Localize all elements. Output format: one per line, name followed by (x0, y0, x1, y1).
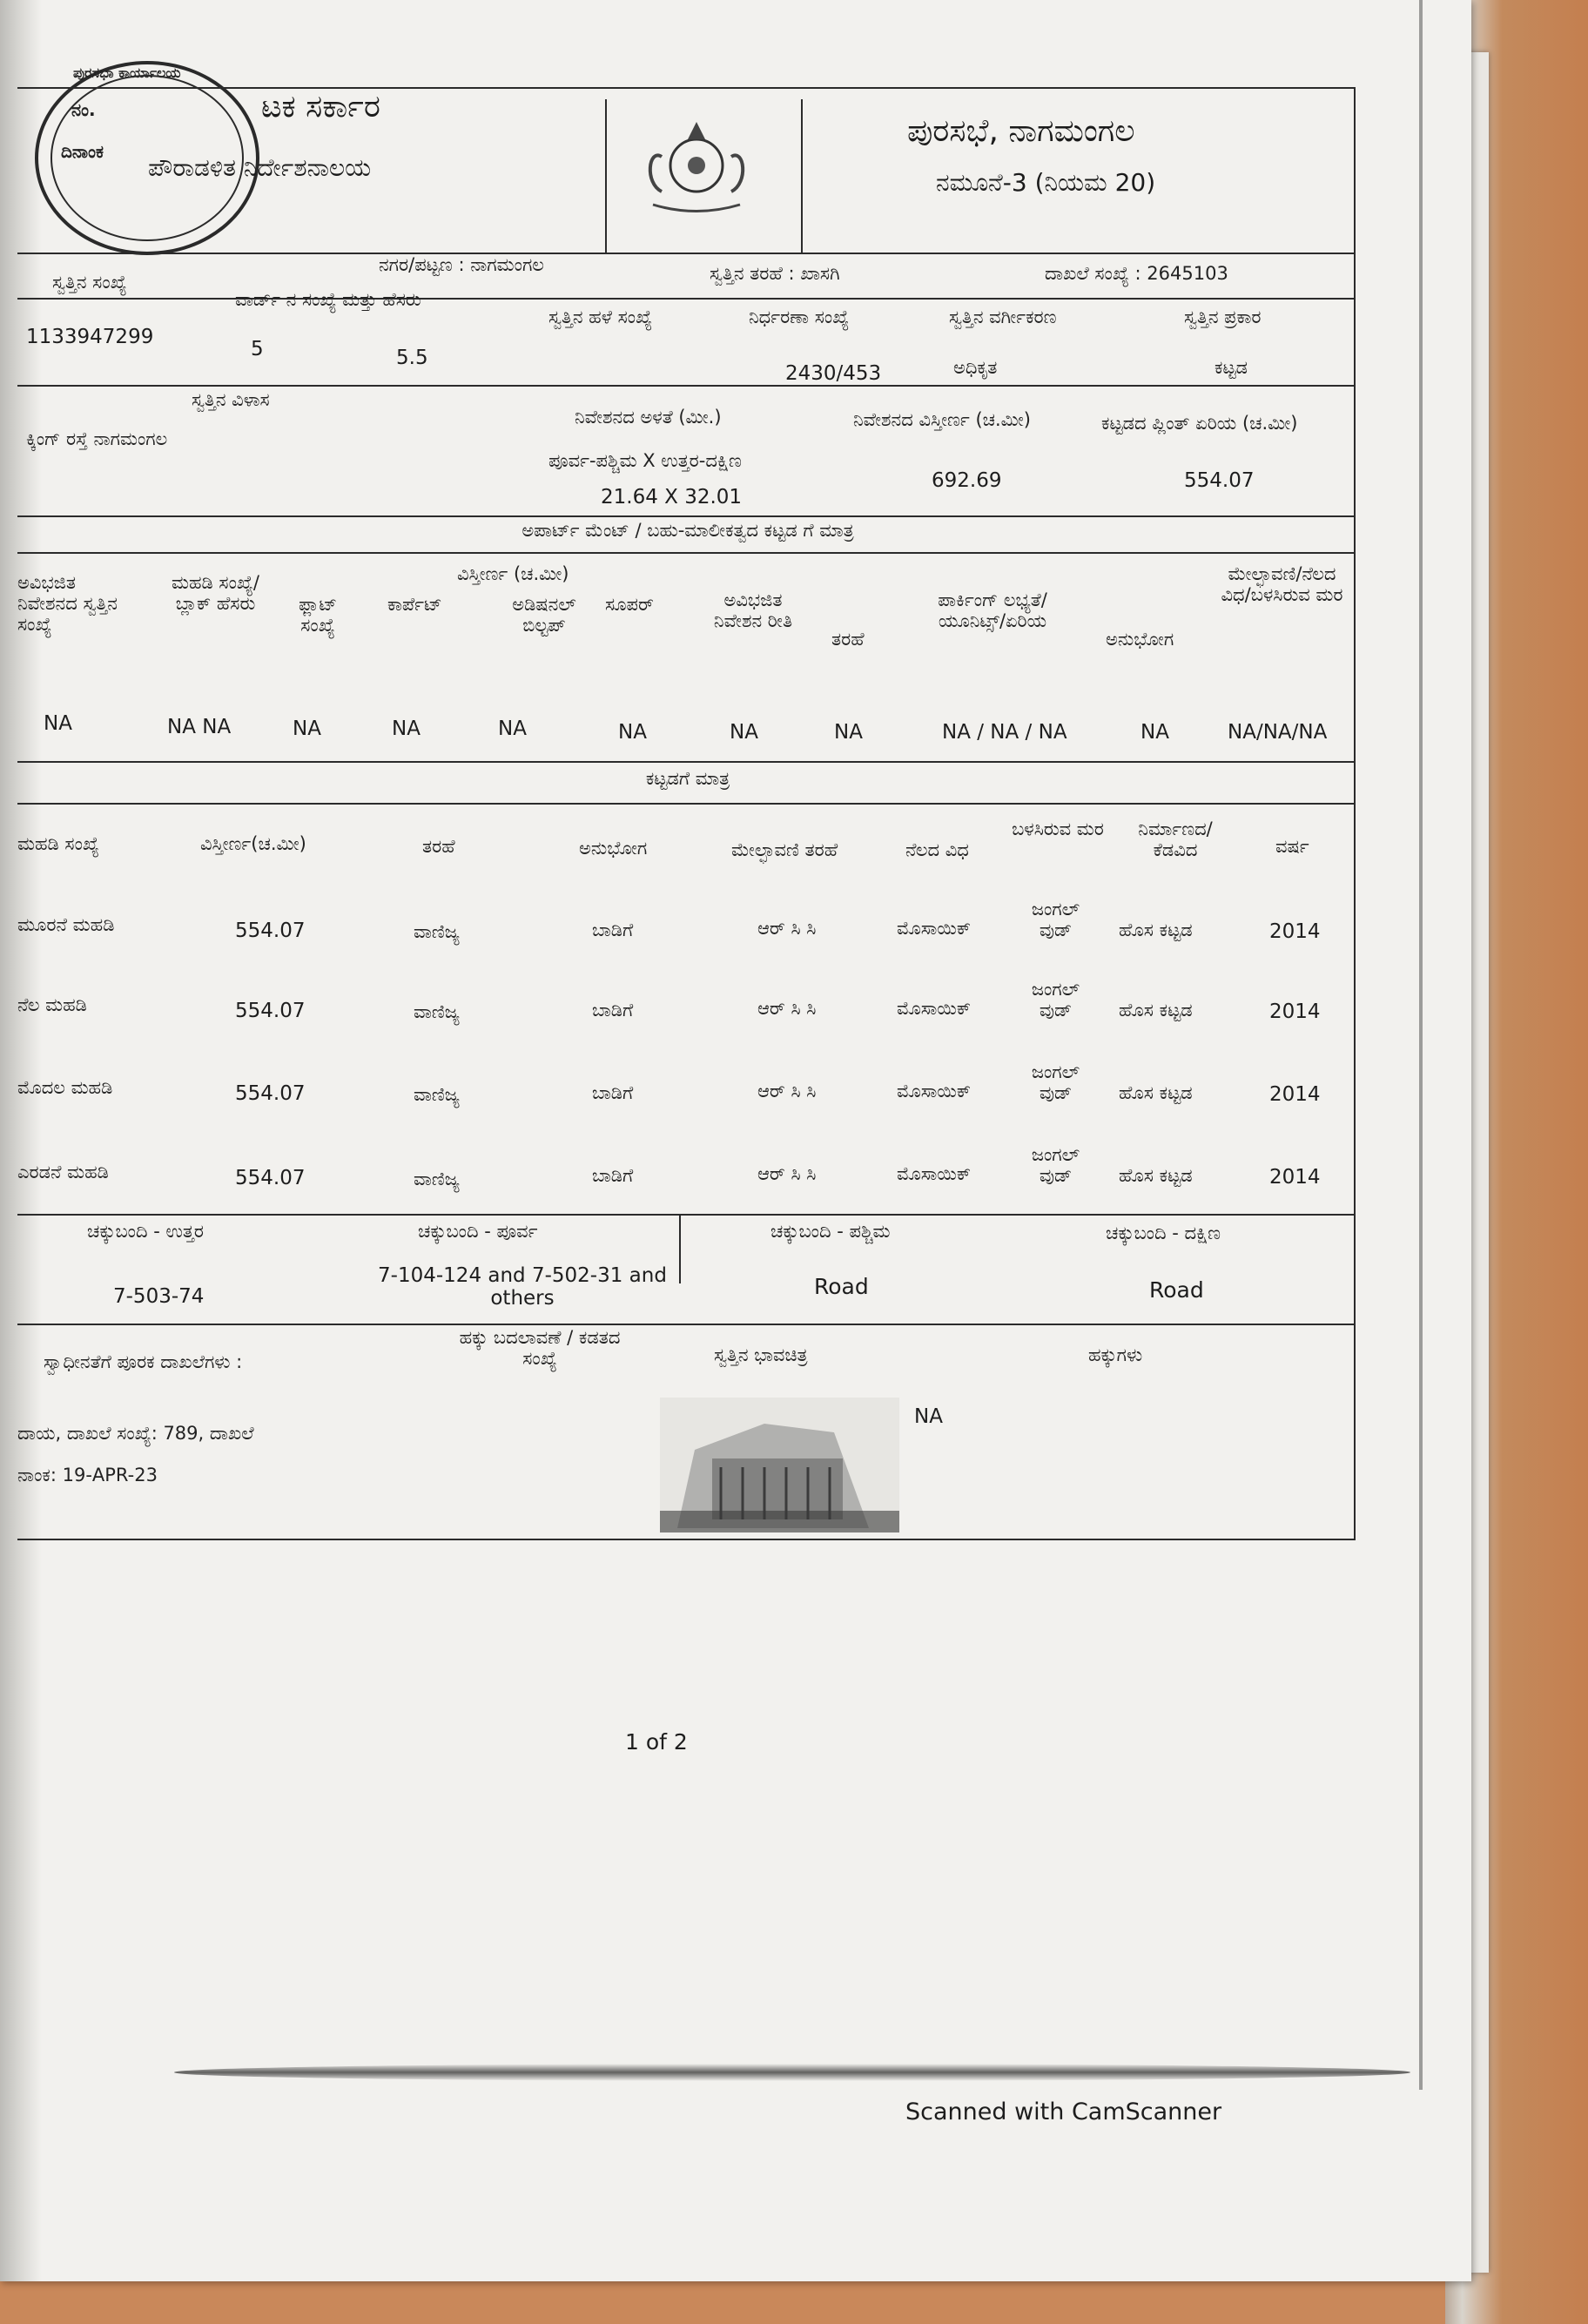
site-dimension-subheader: ಪೂರ್ವ-ಪಶ್ಚಿಮ X ಉತ್ತರ-ದಕ್ಷಿಣ (548, 450, 742, 471)
apartment-carpet-header: ಕಾರ್ಪೆಟ್ (387, 594, 442, 615)
north-boundary-value: 7-503-74 (113, 1285, 205, 1308)
property-kind-label: ಸ್ವತ್ತಿನ ತರಹೆ : ಖಾಸಗಿ (710, 263, 840, 284)
apartment-value-usage: NA (1141, 721, 1169, 744)
building-usage: ಬಾಡಿಗೆ (592, 919, 634, 940)
north-boundary-label: ಚಕ್ಕುಬಂದಿ - ಉತ್ತರ (87, 1221, 204, 1242)
site-area-value: 692.69 (932, 469, 1002, 492)
building-status: ಹೊಸ ಕಟ್ಟಡ (1119, 919, 1193, 940)
possession-docs-label: ಸ್ವಾಧೀನತೆಗೆ ಪೂರಕ ದಾಖಲೆಗಳು : (44, 1351, 243, 1372)
west-boundary-value: Road (814, 1274, 869, 1299)
building-flooring-header: ನೆಲದ ವಿಧ (905, 839, 969, 860)
rights-label: ಹಕ್ಕುಗಳು (1088, 1344, 1143, 1365)
site-area-header: ನಿವೇಶನದ ವಿಸ್ತೀರ್ಣ (ಚ.ಮೀ) (853, 409, 1031, 430)
property-classification: ಅಧಿಕೃತ (953, 357, 998, 378)
property-number: 1133947299 (26, 326, 154, 348)
transfer-file-label: ಹಕ್ಕು ಬದಲಾವಣೆ / ಕಡತದ ಸಂಖ್ಯೆ (459, 1327, 621, 1370)
office-name: ಪುರಸಭೆ, ನಾಗಮಂಗಲ (907, 113, 1135, 149)
building-area: 554.07 (235, 1167, 306, 1189)
east-boundary-label: ಚಕ್ಕುಬಂದಿ - ಪೂರ್ವ (418, 1221, 538, 1242)
building-floor-header: ಮಹಡಿ ಸಂಖ್ಯೆ (17, 833, 99, 854)
state-emblem-icon (627, 104, 766, 226)
site-dimension-header: ನಿವೇಶನದ ಅಳತೆ (ಮೀ.) (575, 407, 722, 428)
building-usage: ಬಾಡಿಗೆ (592, 1165, 634, 1186)
ward-number: 5 (251, 338, 264, 360)
apartment-value-parking: NA / NA / NA (942, 721, 1067, 744)
apartment-undivided-site-header: ಅವಿಭಜಿತ ನಿವೇಶನ ರೀತಿ (713, 589, 793, 632)
apartment-area-group-header: ವಿಸ್ತೀರ್ಣ (ಚ.ಮೀ) (457, 563, 569, 584)
building-type: ವಾಣಿಜ್ಯ (414, 1001, 460, 1022)
stamp-ring-text: ಪುರಸಭಾ ಕಾರ್ಯಾಲಯ (73, 64, 181, 81)
scan-smudge (174, 2064, 1410, 2081)
building-wood: ಜಂಗಲ್ ವುಡ್ (1031, 1144, 1080, 1187)
town-label: ನಗರ/ಪಟ್ಟಣ : ನಾಗಮಂಗಲ (379, 254, 544, 275)
apartment-section-title: ಅಪಾರ್ಟ್ ಮೆಂಟ್ / ಬಹು-ಮಾಲೀಕತ್ವದ ಕಟ್ಟಡ ಗೆ ಮಾತ್ರ (521, 520, 854, 541)
old-no-header: ಸ್ವತ್ತಿನ ಹಳೆ ಸಂಖ್ಯೆ (548, 306, 653, 327)
plinth-area-value: 554.07 (1184, 469, 1255, 492)
building-status: ಹೊಸ ಕಟ್ಟಡ (1119, 1165, 1193, 1186)
site-dimension-value: 21.64 X 32.01 (601, 486, 743, 509)
possession-docs-line2: ನಾಂಕ: 19-APR-23 (17, 1465, 158, 1485)
apartment-roof-header: ಮೇಲ್ಛಾವಣಿ/ನೆಲದ ವಿಧ/ಬಳಸಿರುವ ಮರ (1221, 563, 1343, 606)
apartment-value-roof: NA/NA/NA (1228, 721, 1328, 744)
property-no-header: ಸ್ವತ್ತಿನ ಸಂಖ್ಯೆ (52, 272, 127, 293)
apartment-value-type: NA (834, 721, 863, 744)
apartment-additional-header: ಅಡಿಷನಲ್ ಬಿಲ್ಟಪ್ (512, 594, 576, 637)
apartment-value-carpet: NA (392, 717, 421, 740)
building-status: ಹೊಸ ಕಟ್ಟಡ (1119, 1000, 1193, 1021)
page-fold-line (1419, 0, 1423, 2090)
dept-title-line2: ಪೌರಾಡಳಿತ ನಿರ್ದೇಶನಾಲಯ (148, 153, 372, 182)
building-floor: ನೆಲ ಮಹಡಿ (17, 994, 87, 1015)
dept-title-line1: ಟಕ ಸರ್ಕಾರ (261, 89, 380, 125)
building-floor: ಎರಡನೆ ಮಹಡಿ (17, 1162, 109, 1182)
building-floor: ಮೊದಲ ಮಹಡಿ (17, 1077, 113, 1098)
apartment-flat-header: ಫ್ಲಾಟ್ ಸಂಖ್ಯೆ (299, 594, 337, 637)
property-photo (660, 1398, 899, 1532)
east-boundary-value: 7-104-124 and 7-502-31 and others (378, 1264, 667, 1310)
address-header: ಸ್ವತ್ತಿನ ವಿಳಾಸ (192, 389, 270, 410)
registration-number: ದಾಖಲೆ ಸಂಖ್ಯೆ : 2645103 (1045, 263, 1228, 284)
building-area: 554.07 (235, 919, 306, 942)
apartment-value-undivided-site: NA (730, 721, 758, 744)
property-type-header: ಸ್ವತ್ತಿನ ಪ್ರಕಾರ (1184, 306, 1262, 327)
assessment-number: 2430/453 (785, 362, 882, 385)
property-type: ಕಟ್ಟಡ (1215, 357, 1248, 378)
property-photo-label: ಸ್ವತ್ತಿನ ಭಾವಚಿತ್ರ (714, 1344, 808, 1365)
building-status-header: ನಿರ್ಮಾಣದ/ ಕೆಡವಿದ (1138, 818, 1213, 861)
apartment-value-floor: NA NA (167, 716, 232, 738)
building-usage-header: ಅನುಭೋಗ (579, 838, 648, 859)
building-roof: ಆರ್ ಸಿ ಸಿ (757, 998, 817, 1019)
page-number: 1 of 2 (625, 1729, 688, 1755)
property-photo-na: NA (914, 1405, 943, 1428)
apartment-undivided-header: ಅವಿಭಜಿತ ನಿವೇಶನದ ಸ್ವತ್ತಿನ ಸಂಖ್ಯೆ (17, 572, 118, 636)
ward-header: ವಾರ್ಡ್ ನ ಸಂಖ್ಯೆ ಮತ್ತು ಹೆಸರು (235, 289, 421, 310)
building-type: ವಾಣಿಜ್ಯ (414, 1169, 460, 1189)
building-roof: ಆರ್ ಸಿ ಸಿ (757, 1163, 817, 1184)
apartment-value-additional: NA (498, 717, 527, 740)
building-wood: ಜಂಗಲ್ ವುಡ್ (1031, 899, 1080, 941)
apartment-usage-header: ಅನುಭೋಗ (1106, 629, 1174, 650)
building-floor: ಮೂರನೆ ಮಹಡಿ (17, 914, 115, 935)
building-wood: ಜಂಗಲ್ ವುಡ್ (1031, 1061, 1080, 1104)
property-form (17, 87, 1356, 1540)
building-year: 2014 (1269, 1166, 1321, 1189)
ward-name: 5.5 (396, 347, 428, 369)
property-address: ಕ್ಕಿಂಗ್ ರಸ್ತೆ ನಾಗಮಂಗಲ (26, 428, 168, 449)
building-section-title: ಕಟ್ಟಡಗೆ ಮಾತ್ರ (645, 768, 730, 789)
south-boundary-value: Road (1149, 1277, 1204, 1303)
building-wood-header: ಬಳಸಿರುವ ಮರ (1012, 818, 1104, 839)
building-status: ಹೊಸ ಕಟ್ಟಡ (1119, 1082, 1193, 1103)
building-type: ವಾಣಿಜ್ಯ (414, 1084, 460, 1105)
building-flooring: ಮೊಸಾಯಿಕ್ (897, 1081, 972, 1101)
west-boundary-label: ಚಕ್ಕುಬಂದಿ - ಪಶ್ಚಿಮ (770, 1221, 891, 1242)
apartment-value-super: NA (618, 721, 647, 744)
stamp-date-label: ದಿನಾಂಕ (61, 141, 104, 162)
building-year: 2014 (1269, 1083, 1321, 1106)
apartment-floor-header: ಮಹಡಿ ಸಂಖ್ಯೆ/ಬ್ಲಾಕ್ ಹೆಸರು (172, 572, 259, 615)
building-roof: ಆರ್ ಸಿ ಸಿ (757, 1081, 817, 1101)
building-year: 2014 (1269, 920, 1321, 943)
building-area: 554.07 (235, 1082, 306, 1105)
building-area: 554.07 (235, 1000, 306, 1022)
stamp-number-label: ನಂ. (71, 99, 96, 120)
building-wood: ಜಂಗಲ್ ವುಡ್ (1031, 979, 1080, 1021)
assessment-no-header: ನಿರ್ಧರಣಾ ಸಂಖ್ಯೆ (749, 306, 850, 327)
camscanner-watermark: Scanned with CamScanner (905, 2098, 1222, 2125)
building-usage: ಬಾಡಿಗೆ (592, 1000, 634, 1021)
building-usage: ಬಾಡಿಗೆ (592, 1082, 634, 1103)
building-year: 2014 (1269, 1000, 1321, 1023)
apartment-type-header: ತರಹೆ (831, 629, 865, 650)
apartment-super-header: ಸೂಪರ್ (605, 594, 654, 615)
building-type-header: ತರಹೆ (422, 836, 455, 857)
building-year-header: ವರ್ಷ (1275, 836, 1309, 857)
plinth-area-header: ಕಟ್ಟಡದ ಪ್ಲಿಂತ್ ಏರಿಯ (ಚ.ಮೀ) (1101, 413, 1298, 434)
building-area-header: ವಿಸ್ತೀರ್ಣ(ಚ.ಮೀ) (200, 833, 306, 854)
building-flooring: ಮೊಸಾಯಿಕ್ (897, 1163, 972, 1184)
south-boundary-label: ಚಕ್ಕುಬಂದಿ - ದಕ್ಷಿಣ (1106, 1223, 1221, 1243)
possession-docs-line1: ದಾಯ, ದಾಖಲೆ ಸಂಖ್ಯೆ: 789, ದಾಖಲೆ (17, 1423, 254, 1444)
form-number: ನಮೂನೆ-3 (ನಿಯಮ 20) (936, 168, 1156, 197)
apartment-parking-header: ಪಾರ್ಕಿಂಗ್ ಲಭ್ಯತೆ/ಯೂನಿಟ್ಸ್/ಏರಿಯ (938, 589, 1047, 632)
building-roof: ಆರ್ ಸಿ ಸಿ (757, 918, 817, 939)
classification-header: ಸ್ವತ್ತಿನ ವರ್ಗೀಕರಣ (949, 306, 1057, 327)
building-flooring: ಮೊಸಾಯಿಕ್ (897, 918, 972, 939)
apartment-value-undivided: NA (44, 712, 72, 735)
building-flooring: ಮೊಸಾಯಿಕ್ (897, 998, 972, 1019)
apartment-value-flat: NA (293, 717, 321, 740)
building-roof-header: ಮೇಲ್ಛಾವಣಿ ತರಹೆ (731, 839, 838, 860)
building-type: ವಾಣಿಜ್ಯ (414, 921, 460, 942)
